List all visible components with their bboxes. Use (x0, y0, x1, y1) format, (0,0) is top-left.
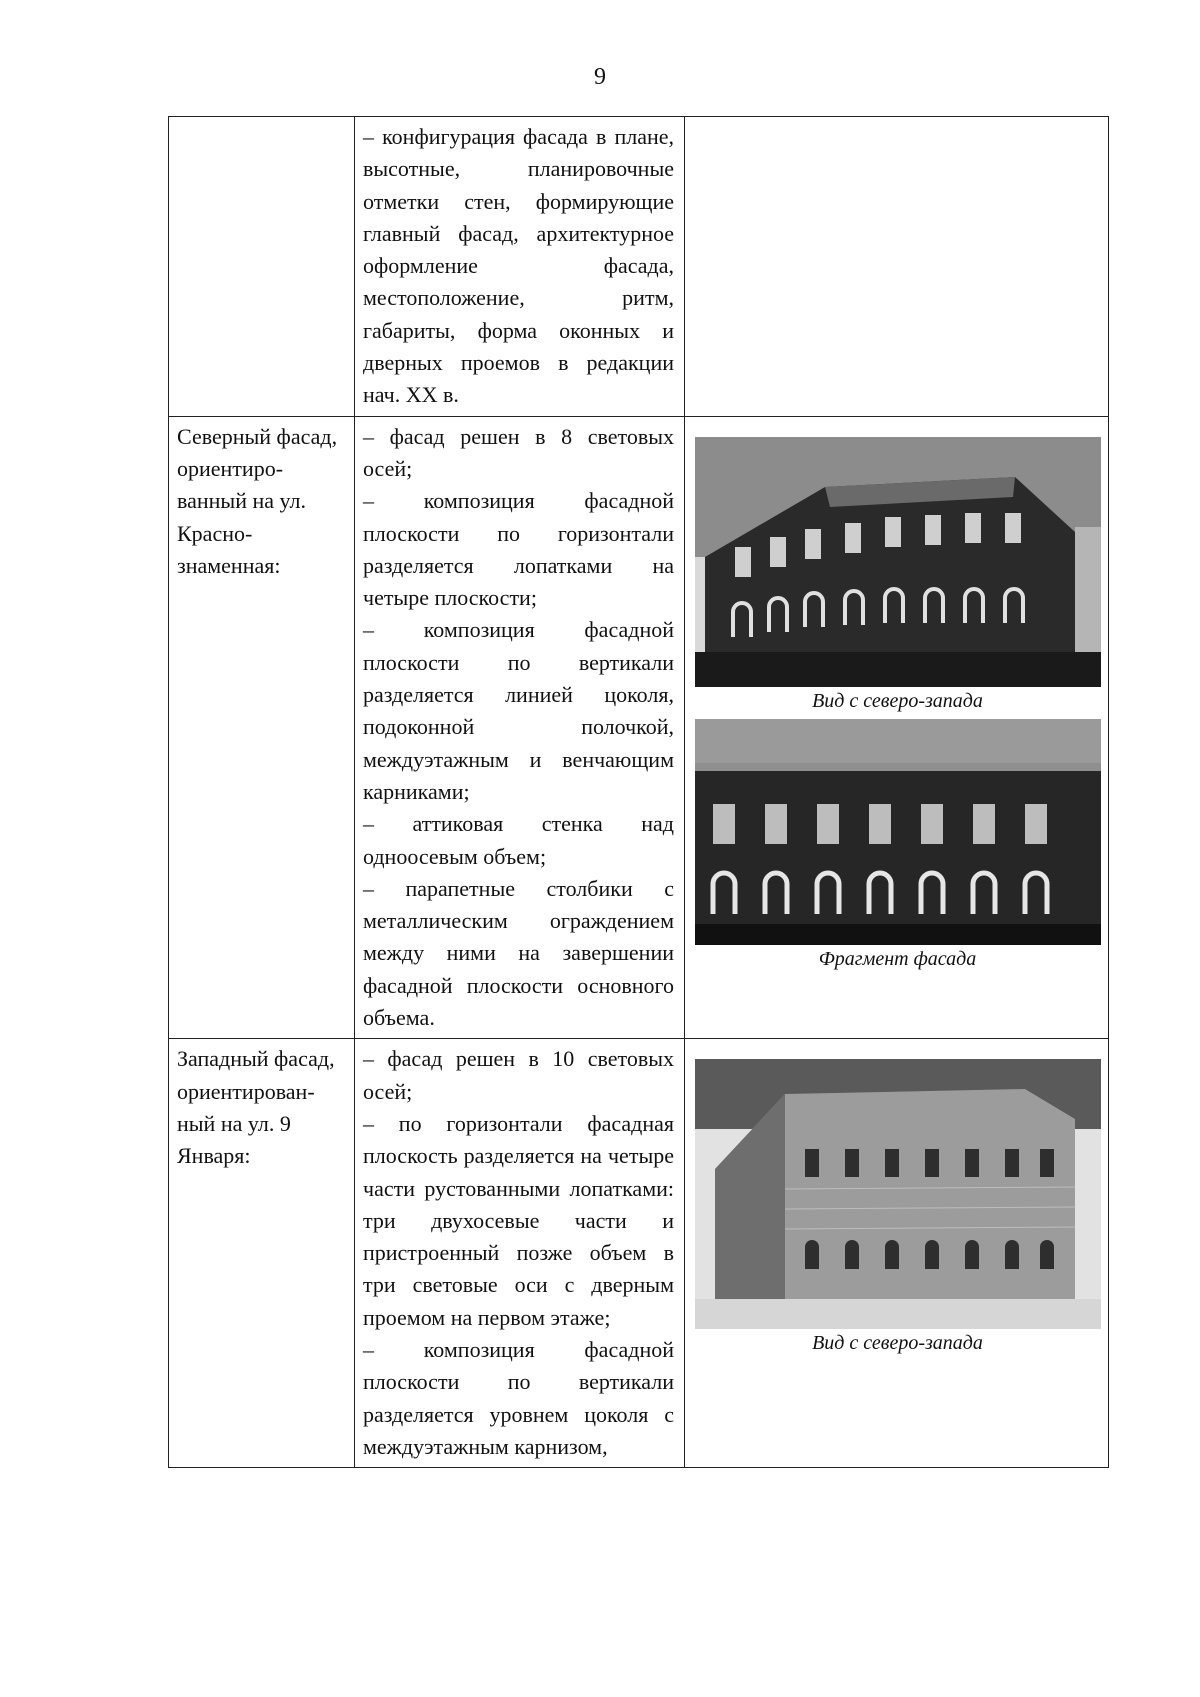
row-description-cell (355, 416, 685, 1039)
row-photo-cell (685, 416, 1109, 1039)
row-photo-cell (685, 1039, 1109, 1468)
building-photo-west (695, 1059, 1101, 1329)
row-title-cell: Западный фасад, ориентирован-ный на ул. 9 Января: (169, 1039, 355, 1468)
building-photo-fragment (695, 719, 1101, 945)
photo-caption: Вид с северо-запада (812, 1332, 983, 1355)
building-photo-northwest (695, 437, 1101, 687)
row-description-cell (355, 117, 685, 417)
description-paragraph: – по горизонтали фасадная плоскость разделяется на четыре части рустованными лопатками: три двухосевые части и пристроенный позже объем в три световые оси с дверным проемом на первом этаже; (363, 1110, 674, 1330)
row-title-cell: Северный фасад, ориентиро-ванный на ул. Красно-знаменная: (169, 416, 355, 1039)
row-title-cell (169, 117, 355, 417)
table-row (169, 1039, 1109, 1468)
facade-description-table (168, 116, 1109, 1468)
description-paragraph: – фасад решен в 8 световых осей; (363, 423, 674, 481)
page-number: 9 (594, 64, 606, 90)
description-paragraph: – аттиковая стенка над одноосевым объем; (363, 811, 674, 869)
table-row (169, 117, 1109, 417)
description-paragraph: – парапетные столбики с металлическим ограждением между ними на завершении фасадной плоскости основного объема. (363, 875, 674, 1031)
photo-figure (695, 719, 1100, 971)
row-photo-cell (685, 117, 1109, 417)
description-paragraph: – композиция фасадной плоскости по вертикали разделяется линией цоколя, подоконной полочкой, междуэтажным и венчающим карниками; (363, 617, 674, 804)
description-paragraph: – композиция фасадной плоскости по вертикали разделяется уровнем цоколя с междуэтажным карнизом, (363, 1336, 674, 1459)
description-paragraph: – фасад решен в 10 световых осей; (363, 1046, 674, 1104)
photo-figure (695, 437, 1100, 713)
table-row (169, 416, 1109, 1039)
description-paragraph: – конфигурация фасада в плане, высотные, планировочные отметки стен, формирующие главный фасад, архитектурное оформление фасада, местоположение, ритм, габариты, форма оконных и дверных проемов в редакции нач. XX в. (363, 124, 674, 408)
description-paragraph: – композиция фасадной плоскости по горизонтали разделяется лопатками на четыре плоскости; (363, 488, 674, 611)
photo-caption: Вид с северо-запада (812, 689, 983, 712)
row-description-cell (355, 1039, 685, 1468)
photo-figure (695, 1059, 1100, 1355)
photo-caption: Фрагмент фасада (818, 947, 977, 970)
